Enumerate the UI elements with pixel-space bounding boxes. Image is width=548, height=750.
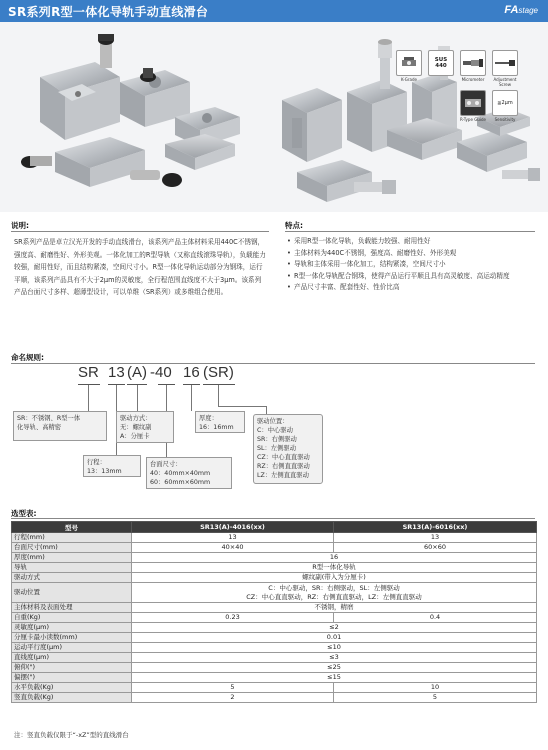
cell-value: 60×60 [334,543,537,553]
naming-box-position: 驱动位置： C：中心驱动 SR：右侧驱动 SL：左侧驱动 CZ：中心直直驱动 RZ：右侧直直驱动 LZ：左侧直直驱动 [253,414,323,484]
cell-value: 16 [132,553,537,563]
feature-item: • 主体材料为440C不锈钢，强度高、耐磨性好、外形美观 [287,248,527,260]
underline-sr [78,384,100,385]
feature-item: • R型一体化导轨配合钢珠，使得产品运行平顺且具有高灵敏度、高运动精度 [287,271,527,283]
cell-value: ≤15 [132,673,537,683]
naming-box-material: SR：不锈钢、R型一体 化导轨、高精密 [13,411,107,441]
naming-box-table: 台面尺寸： 40：40mm×40mm 60：60mm×60mm [146,457,232,489]
brand-logo: FAstage [504,4,538,16]
drive-position-line: CZ：中心直直驱动，RZ：右侧直直驱动，LZ：左侧直直驱动 [246,592,422,601]
connector [88,385,89,411]
row-label: 竖直负载(Kg) [12,693,132,703]
code-part-sr: SR [78,364,99,381]
cell-value: 0.23 [132,613,334,623]
row-label: 运动平行度(μm) [12,643,132,653]
cell-value: 2 [132,693,334,703]
table-row [12,653,537,663]
cell-value: 螺纹副(带入为分厘卡) [132,573,537,583]
code-part-drive: (A) [127,364,147,381]
naming-box-travel: 行程： 13：13mm [83,455,141,477]
selection-heading: 选型表: [11,509,37,518]
row-label: 驱动方式 [12,573,132,583]
table-row [12,563,537,573]
features-rule [285,231,535,232]
connector [218,406,266,407]
description-rule [11,231,269,232]
row-label: 俯仰(") [12,663,132,673]
adjustment-screw-icon [492,50,518,76]
table-row [12,673,537,683]
row-label: 灵敏度(μm) [12,623,132,633]
row-label: 厚度(mm) [12,553,132,563]
code-part-travel: 13 [108,364,125,381]
product-photo-left [0,22,275,212]
row-label: 驱动位置 [12,583,132,603]
naming-box-thickness: 厚度： 16：16mm [195,411,245,433]
row-label: 水平负载(Kg) [12,683,132,693]
table-row [12,613,537,623]
table-header-row [12,522,537,533]
r-type-guide-icon [460,90,486,116]
table-row [12,583,537,603]
cell-value: ≤3 [132,653,537,663]
description-text: SR系列产品是卓立汉光开发的手动直线滑台，该系列产品主体材料采用440C不锈钢，强度高、耐磨性好、外形美观。一体化加工的R型导轨（又称直线滚珠导轨），负载能力较强，耐用性好，而且结构紧凑，空间尺寸小。R型一体化导轨运动部分为钢珠，运行平顺，该系列产品具有不大于2μm的灵敏度，全行程范围直线度不大于3μm。该系列产品台面尺寸多样、超薄型设计，可以单维（SR系列）或多维组合使用。 [14,238,266,297]
feature-item: • 采用R型一体化导轨，负载能力较强、耐用性好 [287,236,527,248]
cell-value: 10 [334,683,537,693]
cell-value [132,583,537,603]
sensitivity-icon: ≦2μm [492,90,518,116]
row-label: 主体材料及表面处理 [12,603,132,613]
cell-value: 不锈钢，精磨 [132,603,537,613]
table-row [12,643,537,653]
features-list [287,236,527,294]
features-heading: 特点: [285,221,303,230]
row-label: 直线度(μm) [12,653,132,663]
table-row [12,663,537,673]
table-row [12,553,537,563]
table-row [12,533,537,543]
row-label: 自重(Kg) [12,613,132,623]
feature-item: • 产品尺寸丰富、配套性好、性价比高 [287,282,527,294]
cell-value: 40×40 [132,543,334,553]
naming-box-drive: 驱动方式： 无：螺纹副 A：分厘卡 [116,411,174,443]
header-cell: SR13(A)-4016(xx) [132,522,334,533]
micrometer-icon [460,50,486,76]
page-header [0,0,548,22]
code-part-table: -40 [150,364,172,381]
product-photo-band: K-Grade SUS 440 Micrometer Adjustment Screw R-Type Guide ≦2μm Sensitivity [0,22,548,212]
cell-value: ≤2 [132,623,537,633]
connector [137,385,138,411]
table-row [12,683,537,693]
table-row [12,573,537,583]
connector [191,385,192,411]
sus440-icon: SUS 440 [428,50,454,76]
cell-value: ≤10 [132,643,537,653]
connector [266,406,267,414]
code-part-position: (SR) [203,364,234,381]
drive-position-line: C：中心驱动，SR：右侧驱动，SL：左侧驱动 [268,583,400,592]
connector [218,385,219,407]
naming-heading: 命名规则: [11,353,44,362]
page-title: SR系列R型一体化导轨手动直线滑台 [8,5,209,19]
cell-value: 5 [132,683,334,693]
selection-rule [11,518,535,519]
table-row [12,543,537,553]
selection-table [11,521,537,703]
cell-value: 13 [334,533,537,543]
cell-value: ≤25 [132,663,537,673]
row-label: 行程(mm) [12,533,132,543]
underline-position [203,384,235,385]
table-row [12,623,537,633]
code-part-thickness: 16 [183,364,200,381]
table-row [12,603,537,613]
header-cell: SR13(A)-6016(xx) [334,522,537,533]
cell-value: R型一体化导轨 [132,563,537,573]
row-label: 台面尺寸(mm) [12,543,132,553]
description-heading: 说明: [11,221,29,230]
header-cell: 型号 [12,522,132,533]
row-label: 偏摆(") [12,673,132,683]
table-row [12,633,537,643]
cell-value: 0.01 [132,633,537,643]
table-row [12,693,537,703]
cell-value: 5 [334,693,537,703]
feature-item: • 导轨和主体采用一体化加工，结构紧凑，空间尺寸小 [287,259,527,271]
cell-value: 13 [132,533,334,543]
row-label: 导轨 [12,563,132,573]
cell-value: 0.4 [334,613,537,623]
k-grade-icon [396,50,422,76]
row-label: 分厘卡最小读数(mm) [12,633,132,643]
table-note: 注：竖直负载仅限于“-xZ”型的直线滑台 [14,731,129,739]
